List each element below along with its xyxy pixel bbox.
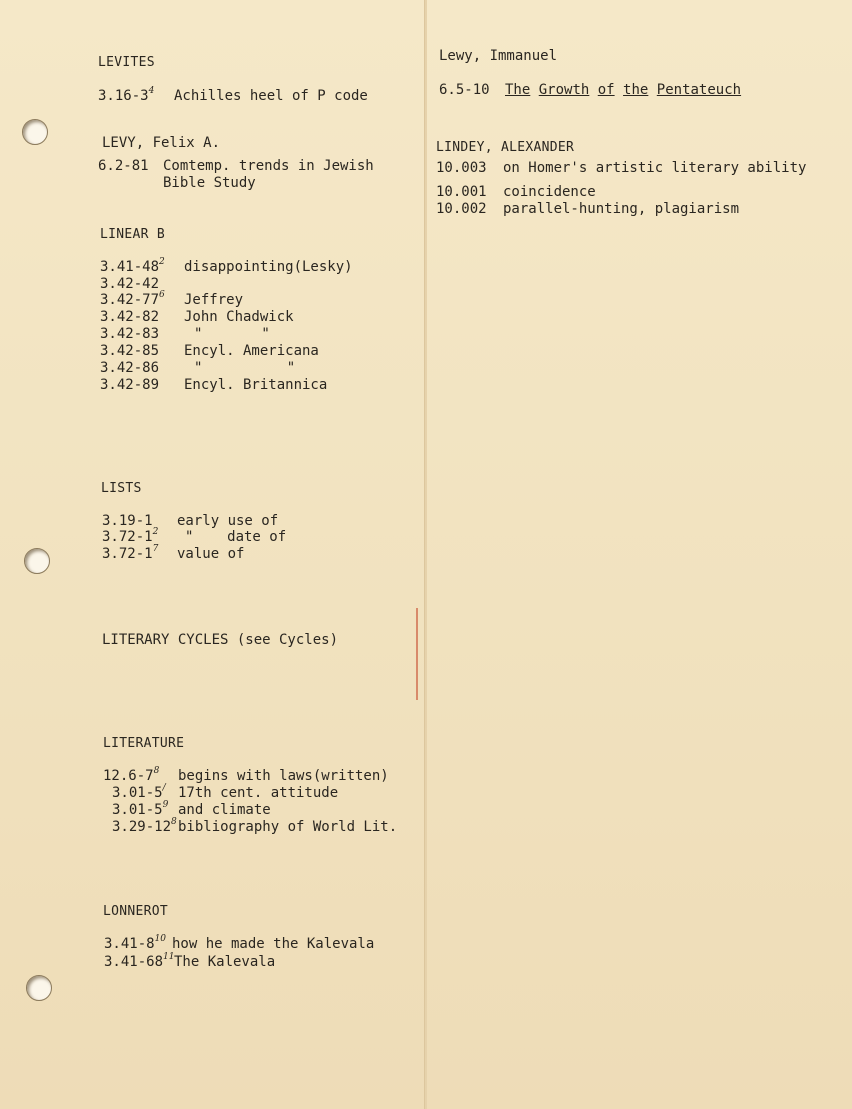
entry-text: The Kalevala xyxy=(174,954,276,970)
entry-text: coincidence xyxy=(503,184,596,200)
ditto-marks: " " xyxy=(194,360,296,376)
entry-ref: $3.41-48^2$ xyxy=(100,257,165,275)
entry-ref: 6.5-10 xyxy=(439,82,490,98)
entry-ref: 3.42-82 xyxy=(100,309,160,325)
entry-ref: 10.003 xyxy=(436,160,487,176)
entry-ref: 3.01-5/ xyxy=(112,783,166,801)
entry-ref: 6.2-81 xyxy=(98,158,149,174)
entry-ref: $12.6-7^8$ xyxy=(103,766,160,784)
entry-text: Jeffrey xyxy=(184,292,244,308)
entry-ref: 3.42-85 xyxy=(100,343,160,359)
entry-text: Comtemp. trends in Jewish xyxy=(163,158,374,174)
entry-text: how he made the Kalevala xyxy=(172,936,375,952)
entry-text: John Chadwick xyxy=(184,309,294,325)
entry-ref: $3.72-1^7$ xyxy=(102,544,159,562)
heading-levy: LEVY, Felix A. xyxy=(102,135,221,151)
column-fold xyxy=(424,0,427,1109)
entry-text: bibliography of World Lit. xyxy=(178,819,398,835)
heading-lonnerot: LONNEROT xyxy=(103,904,169,919)
entry-title: The Growth of the Pentateuch xyxy=(505,82,742,98)
entry-text: Encyl. Americana xyxy=(184,343,319,359)
entry-ref: $3.42-77^6$ xyxy=(100,290,165,308)
entry-text: disappointing(Lesky) xyxy=(184,259,353,275)
heading-lists: LISTS xyxy=(101,481,142,496)
heading-levites: LEVITES xyxy=(98,55,155,70)
entry-text: Achilles heel of P code xyxy=(174,88,368,104)
entry-text: Encyl. Britannica xyxy=(184,377,328,393)
entry-ref: 10.002 xyxy=(436,201,487,217)
entry-text: value of xyxy=(177,546,245,562)
entry-ref: $3.41-68^{11}$ xyxy=(104,952,175,970)
entry-ref: $3.01-5^9$ xyxy=(112,800,169,818)
punch-hole-middle xyxy=(24,548,50,574)
heading-lindey: LINDEY, ALEXANDER xyxy=(436,140,575,155)
entry-ref: 3.42-83 xyxy=(100,326,160,342)
entry-text: on Homer's artistic literary ability xyxy=(503,160,807,176)
entry-ref: 3.42-89 xyxy=(100,377,160,393)
entry-text: " date of xyxy=(185,529,287,545)
ditto-marks: " " xyxy=(194,326,270,342)
punch-hole-bottom xyxy=(26,975,52,1001)
entry-ref: 3.42-86 xyxy=(100,360,160,376)
heading-literary-cycles: LITERARY CYCLES (see Cycles) xyxy=(102,632,339,648)
entry-ref: 3.19-1 xyxy=(102,513,153,529)
entry-ref: 3.42-42 xyxy=(100,276,160,292)
heading-lewy: Lewy, Immanuel xyxy=(439,48,558,64)
entry-ref: $3.72-1^2$ xyxy=(102,527,159,545)
entry-text: parallel-hunting, plagiarism xyxy=(503,201,740,217)
entry-ref: $3.29-12^8$ xyxy=(112,817,177,835)
entry-text-continued: Bible Study xyxy=(163,175,256,191)
entry-text: early use of xyxy=(177,513,279,529)
red-margin-mark xyxy=(416,608,418,700)
heading-linear-b: LINEAR B xyxy=(100,227,166,242)
entry-text: 17th cent. attitude xyxy=(178,785,339,801)
punch-hole-top xyxy=(22,119,48,145)
entry-ref: $3.16-3^4$ xyxy=(98,86,155,104)
heading-literature: LITERATURE xyxy=(103,736,185,751)
entry-ref: 10.001 xyxy=(436,184,487,200)
entry-text: and climate xyxy=(178,802,271,818)
entry-text: begins with laws(written) xyxy=(178,768,389,784)
entry-ref: $3.41-8^{10}$ xyxy=(104,934,167,952)
